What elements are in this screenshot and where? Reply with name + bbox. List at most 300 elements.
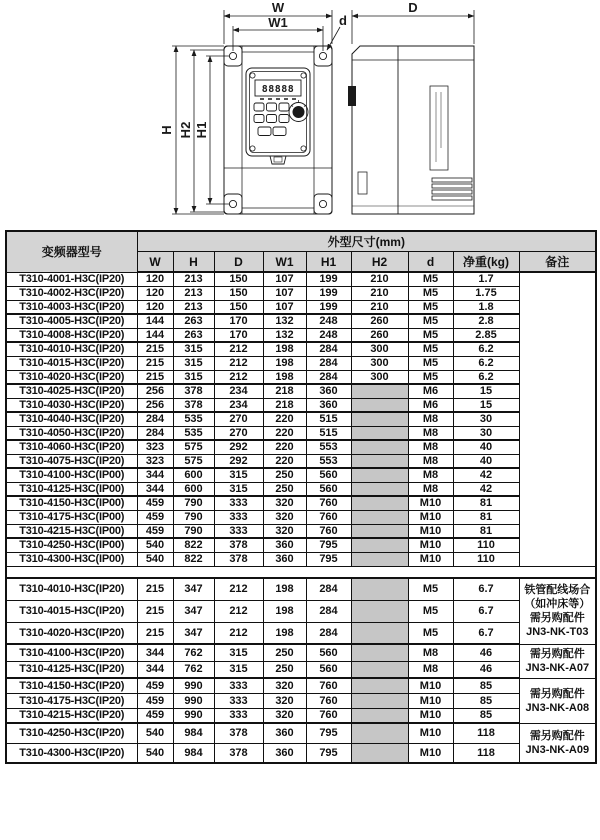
table-row [6, 398, 596, 412]
dim-cell: 292 [214, 454, 263, 468]
dim-cell: 360 [263, 723, 306, 743]
table-row [6, 356, 596, 370]
dim-cell: 263 [173, 314, 214, 328]
table-row [6, 314, 596, 328]
dim-cell [351, 496, 408, 510]
dim-cell: 320 [263, 678, 306, 693]
dim-cell: 360 [263, 538, 306, 552]
header-col-weight: 净重(kg) [453, 252, 519, 273]
dim-cell: 360 [306, 398, 351, 412]
dim-cell: M5 [408, 578, 453, 600]
dim-cell: 107 [263, 272, 306, 286]
dim-cell: 459 [137, 510, 173, 524]
dim-cell: 300 [351, 370, 408, 384]
remark-line: 需另购配件 [529, 687, 585, 700]
dim-cell: 213 [173, 272, 214, 286]
dim-cell [351, 661, 408, 678]
dim-cell: 535 [173, 412, 214, 426]
dim-cell: 144 [137, 328, 173, 342]
dim-cell: 344 [137, 482, 173, 496]
dim-cell: 560 [306, 661, 351, 678]
dim-cell: 150 [214, 272, 263, 286]
dim-cell: 213 [173, 300, 214, 314]
dim-cell: M10 [408, 496, 453, 510]
table-row [6, 496, 596, 510]
dim-cell: 315 [173, 356, 214, 370]
dim-cell: 315 [214, 644, 263, 661]
dim-cell: 315 [173, 370, 214, 384]
model-cell: T310-4075-H3C(IP20) [6, 454, 137, 468]
dim-cell: M10 [408, 743, 453, 763]
table-row [6, 482, 596, 496]
dim-cell: 560 [306, 644, 351, 661]
dim-cell: 762 [173, 661, 214, 678]
dim-cell: M10 [408, 510, 453, 524]
dim-cell: 459 [137, 693, 173, 708]
dim-cell: 234 [214, 384, 263, 398]
model-cell: T310-4010-H3C(IP20) [6, 578, 137, 600]
dim-cell: 535 [173, 426, 214, 440]
dim-cell: 284 [306, 370, 351, 384]
dim-cell: 760 [306, 678, 351, 693]
dim-cell: 250 [263, 644, 306, 661]
model-cell: T310-4150-H3C(IP20) [6, 678, 137, 693]
table-row [6, 743, 596, 763]
dim-cell: 560 [306, 468, 351, 482]
model-cell: T310-4215-H3C(IP00) [6, 524, 137, 538]
dim-cell: 215 [137, 356, 173, 370]
dim-cell: 323 [137, 454, 173, 468]
dim-cell: 990 [173, 678, 214, 693]
remark-line: 需另购配件 [529, 729, 585, 742]
weight-cell: 1.7 [453, 272, 519, 286]
dim-cell: 333 [214, 510, 263, 524]
dim-cell: 260 [351, 314, 408, 328]
dim-cell: 215 [137, 578, 173, 600]
dim-cell: 198 [263, 578, 306, 600]
dim-cell: 292 [214, 440, 263, 454]
model-cell: T310-4175-H3C(IP20) [6, 693, 137, 708]
dim-cell: 120 [137, 300, 173, 314]
model-cell: T310-4003-H3C(IP20) [6, 300, 137, 314]
dim-cell: 300 [351, 342, 408, 356]
dim-cell: 215 [137, 370, 173, 384]
dim-cell: 790 [173, 510, 214, 524]
weight-cell: 6.7 [453, 600, 519, 622]
dim-cell: 575 [173, 454, 214, 468]
keypad-panel [246, 68, 310, 156]
model-cell: T310-4250-H3C(IP20) [6, 723, 137, 743]
table-row [6, 286, 596, 300]
dim-cell: M5 [408, 314, 453, 328]
dim-cell [351, 440, 408, 454]
dim-cell [351, 678, 408, 693]
dim-cell: M5 [408, 356, 453, 370]
dim-cell: 575 [173, 440, 214, 454]
dim-cell: M10 [408, 723, 453, 743]
dim-cell: 256 [137, 398, 173, 412]
nameplate-label [430, 86, 448, 170]
model-cell: T310-4100-H3C(IP20) [6, 644, 137, 661]
dim-cell: 333 [214, 678, 263, 693]
dim-cell: 260 [351, 328, 408, 342]
dim-cell: M8 [408, 644, 453, 661]
dim-cell: 822 [173, 538, 214, 552]
dim-cell: 220 [263, 454, 306, 468]
dim-cell: 553 [306, 454, 351, 468]
model-cell: T310-4050-H3C(IP20) [6, 426, 137, 440]
table-row [6, 426, 596, 440]
dim-cell: 378 [214, 538, 263, 552]
dim-cell: 284 [137, 412, 173, 426]
table-row [6, 440, 596, 454]
dim-cell [351, 524, 408, 538]
dim-cell: 107 [263, 300, 306, 314]
dim-cell [351, 708, 408, 723]
model-cell: T310-4002-H3C(IP20) [6, 286, 137, 300]
display-digits: 88888 [261, 84, 295, 95]
header-col-d: D [214, 252, 263, 273]
table-row [6, 272, 596, 286]
weight-cell: 15 [453, 398, 519, 412]
dim-cell: M10 [408, 693, 453, 708]
dim-cell [351, 538, 408, 552]
dim-cell: 315 [214, 482, 263, 496]
dim-cell: 760 [306, 708, 351, 723]
weight-cell: 40 [453, 454, 519, 468]
dim-cell: 600 [173, 468, 214, 482]
dim-cell: 347 [173, 578, 214, 600]
dim-cell: 378 [214, 743, 263, 763]
dim-cell: 210 [351, 272, 408, 286]
weight-cell: 6.2 [453, 342, 519, 356]
dim-cell: M5 [408, 272, 453, 286]
header-col-w1: W1 [263, 252, 306, 273]
dim-cell: 760 [306, 693, 351, 708]
table-row [6, 693, 596, 708]
model-cell: T310-4060-H3C(IP20) [6, 440, 137, 454]
dim-cell: 220 [263, 440, 306, 454]
dim-cell: 215 [137, 342, 173, 356]
table-row [6, 384, 596, 398]
model-cell: T310-4125-H3C(IP20) [6, 661, 137, 678]
dim-cell: 120 [137, 272, 173, 286]
dim-cell: 250 [263, 468, 306, 482]
dim-cell: 215 [137, 622, 173, 644]
weight-cell: 6.7 [453, 578, 519, 600]
dim-cell: 213 [173, 286, 214, 300]
model-cell: T310-4100-H3C(IP00) [6, 468, 137, 482]
dim-cell [351, 644, 408, 661]
spec-table-body [6, 272, 596, 763]
dim-cell: 284 [306, 356, 351, 370]
weight-cell: 81 [453, 524, 519, 538]
dim-cell: 284 [306, 622, 351, 644]
dim-label-depth: D [408, 0, 418, 15]
model-cell: T310-4001-H3C(IP20) [6, 272, 137, 286]
table-row [6, 538, 596, 552]
weight-cell: 118 [453, 743, 519, 763]
table-row [6, 600, 596, 622]
potentiometer-knob [289, 100, 308, 122]
remark-cell [519, 578, 596, 644]
dim-label-h2: H2 [178, 121, 193, 139]
table-row [6, 328, 596, 342]
dim-cell: 333 [214, 693, 263, 708]
dim-label-h: H [159, 125, 174, 135]
table-row [6, 468, 596, 482]
dim-cell: 320 [263, 496, 306, 510]
dim-cell: 210 [351, 286, 408, 300]
dim-cell [351, 454, 408, 468]
weight-cell: 46 [453, 661, 519, 678]
dim-cell: 284 [306, 578, 351, 600]
dim-cell: 344 [137, 468, 173, 482]
dim-cell: 248 [306, 328, 351, 342]
dim-cell: 984 [173, 743, 214, 763]
weight-cell: 2.85 [453, 328, 519, 342]
table-row [6, 454, 596, 468]
dim-cell: 795 [306, 723, 351, 743]
remark-line: JN3-NK-A08 [525, 701, 590, 714]
dim-cell: 790 [173, 524, 214, 538]
dim-cell: 198 [263, 600, 306, 622]
header-col-remark: 备注 [519, 252, 596, 273]
model-cell: T310-4300-H3C(IP00) [6, 552, 137, 566]
side-view [348, 46, 474, 214]
dim-cell: M5 [408, 328, 453, 342]
keypad-buttons [254, 103, 289, 136]
table-row [6, 661, 596, 678]
weight-cell: 85 [453, 693, 519, 708]
model-cell: T310-4005-H3C(IP20) [6, 314, 137, 328]
dim-cell: 248 [306, 314, 351, 328]
weight-cell: 110 [453, 538, 519, 552]
dim-cell: 990 [173, 708, 214, 723]
dim-cell: 150 [214, 286, 263, 300]
model-cell: T310-4040-H3C(IP20) [6, 412, 137, 426]
dim-cell: 107 [263, 286, 306, 300]
dim-cell: 320 [263, 524, 306, 538]
table-row [6, 342, 596, 356]
weight-cell: 2.8 [453, 314, 519, 328]
side-clip [348, 86, 356, 106]
dim-cell: 315 [214, 661, 263, 678]
dim-cell: 256 [137, 384, 173, 398]
dim-cell: 212 [214, 600, 263, 622]
dim-cell: M10 [408, 538, 453, 552]
dim-cell: 333 [214, 708, 263, 723]
weight-cell: 42 [453, 468, 519, 482]
dim-cell: 220 [263, 412, 306, 426]
dim-cell: 347 [173, 600, 214, 622]
dim-cell: 560 [306, 482, 351, 496]
dim-cell: 132 [263, 314, 306, 328]
weight-cell: 1.75 [453, 286, 519, 300]
remark-line: （如冲床等） [524, 598, 591, 611]
dim-cell: 120 [137, 286, 173, 300]
model-cell: T310-4010-H3C(IP20) [6, 342, 137, 356]
dim-cell: M5 [408, 622, 453, 644]
weight-cell: 15 [453, 384, 519, 398]
dim-cell: M10 [408, 524, 453, 538]
remark-line: 铁管配线场合 [524, 584, 591, 597]
dim-cell: 170 [214, 314, 263, 328]
dim-cell: M10 [408, 708, 453, 723]
front-view [224, 46, 332, 214]
dim-cell: 540 [137, 723, 173, 743]
dim-cell: 132 [263, 328, 306, 342]
table-row [6, 622, 596, 644]
dim-cell: 320 [263, 708, 306, 723]
model-cell: T310-4250-H3C(IP00) [6, 538, 137, 552]
table-row [6, 524, 596, 538]
dim-cell: 198 [263, 622, 306, 644]
weight-cell: 30 [453, 426, 519, 440]
dim-cell: 215 [137, 600, 173, 622]
weight-cell: 110 [453, 552, 519, 566]
table-row [6, 412, 596, 426]
dim-cell: M10 [408, 678, 453, 693]
dim-cell [351, 482, 408, 496]
table-row [6, 510, 596, 524]
dim-cell: 250 [263, 482, 306, 496]
weight-cell: 1.8 [453, 300, 519, 314]
table-row [6, 708, 596, 723]
remark-line: 需另购配件 [529, 648, 585, 660]
dim-cell: 284 [137, 426, 173, 440]
model-cell: T310-4015-H3C(IP20) [6, 356, 137, 370]
dim-cell: 540 [137, 538, 173, 552]
header-col-w: W [137, 252, 173, 273]
dim-cell: 360 [306, 384, 351, 398]
dim-cell: 198 [263, 342, 306, 356]
remark-line: JN3-NK-A09 [525, 743, 590, 756]
dim-cell: 344 [137, 644, 173, 661]
section-separator-row [6, 566, 596, 578]
remark-line: 需另购配件 [529, 612, 585, 625]
dim-cell: 234 [214, 398, 263, 412]
dimension-lines [159, 0, 474, 214]
dim-cell: 515 [306, 426, 351, 440]
dim-cell: 762 [173, 644, 214, 661]
dim-cell: M8 [408, 482, 453, 496]
dim-cell: 323 [137, 440, 173, 454]
dim-cell: 515 [306, 412, 351, 426]
model-cell: T310-4215-H3C(IP20) [6, 708, 137, 723]
dim-cell: 790 [173, 496, 214, 510]
model-cell: T310-4015-H3C(IP20) [6, 600, 137, 622]
dim-cell: 553 [306, 440, 351, 454]
weight-cell: 6.2 [453, 370, 519, 384]
dim-cell: 459 [137, 496, 173, 510]
dim-cell: 360 [263, 552, 306, 566]
dim-cell: 199 [306, 286, 351, 300]
dim-cell: 212 [214, 356, 263, 370]
dim-cell: M8 [408, 468, 453, 482]
dim-cell: M10 [408, 552, 453, 566]
dim-cell [351, 426, 408, 440]
dim-cell: M8 [408, 454, 453, 468]
dim-cell: 347 [173, 622, 214, 644]
dim-cell: 378 [214, 723, 263, 743]
weight-cell: 118 [453, 723, 519, 743]
dim-cell [351, 510, 408, 524]
dim-cell: 600 [173, 482, 214, 496]
dim-cell [351, 384, 408, 398]
header-dimensions-group: 外型尺寸(mm) [137, 231, 596, 252]
dim-cell: M8 [408, 426, 453, 440]
table-row [6, 370, 596, 384]
weight-cell: 30 [453, 412, 519, 426]
dim-cell: 270 [214, 412, 263, 426]
weight-cell: 81 [453, 496, 519, 510]
weight-cell: 40 [453, 440, 519, 454]
remark-cell [519, 644, 596, 678]
dim-cell: 198 [263, 370, 306, 384]
header-col-h: H [173, 252, 214, 273]
remark-line: JN3-NK-T03 [526, 626, 589, 639]
dim-cell: 540 [137, 743, 173, 763]
weight-cell: 85 [453, 708, 519, 723]
table-row [6, 678, 596, 693]
dim-cell: 333 [214, 496, 263, 510]
model-cell: T310-4025-H3C(IP20) [6, 384, 137, 398]
dim-cell [351, 600, 408, 622]
dim-cell: M6 [408, 398, 453, 412]
dim-cell: 540 [137, 552, 173, 566]
weight-cell: 6.2 [453, 356, 519, 370]
model-cell: T310-4300-H3C(IP20) [6, 743, 137, 763]
heatsink-fins [432, 178, 472, 200]
dim-cell: 144 [137, 314, 173, 328]
dim-cell: M5 [408, 300, 453, 314]
dim-cell: 315 [173, 342, 214, 356]
model-cell: T310-4020-H3C(IP20) [6, 622, 137, 644]
header-model: 变频器型号 [6, 231, 137, 272]
header-col-h1: H1 [306, 252, 351, 273]
dim-cell [351, 693, 408, 708]
dim-cell [351, 743, 408, 763]
dim-label-w1: W1 [268, 15, 288, 30]
dim-cell: M8 [408, 440, 453, 454]
dim-cell: 199 [306, 300, 351, 314]
dim-cell: 199 [306, 272, 351, 286]
dim-cell: 760 [306, 524, 351, 538]
weight-cell: 6.7 [453, 622, 519, 644]
dim-cell: M8 [408, 661, 453, 678]
remark-line: JN3-NK-A07 [525, 662, 590, 674]
dim-cell: 378 [214, 552, 263, 566]
dim-cell: 315 [214, 468, 263, 482]
table-row [6, 644, 596, 661]
dim-cell: 795 [306, 743, 351, 763]
dim-cell: 284 [306, 600, 351, 622]
dim-cell: 300 [351, 356, 408, 370]
header-col-h2: H2 [351, 252, 408, 273]
weight-cell: 85 [453, 678, 519, 693]
spec-table [5, 230, 597, 764]
weight-cell: 46 [453, 644, 519, 661]
model-cell: T310-4150-H3C(IP00) [6, 496, 137, 510]
dim-cell [351, 468, 408, 482]
dim-cell: 760 [306, 510, 351, 524]
model-cell: T310-4030-H3C(IP20) [6, 398, 137, 412]
dim-cell: M5 [408, 600, 453, 622]
dim-cell: 220 [263, 426, 306, 440]
dim-label-d-hole: d [339, 13, 347, 28]
dim-cell: 378 [173, 398, 214, 412]
